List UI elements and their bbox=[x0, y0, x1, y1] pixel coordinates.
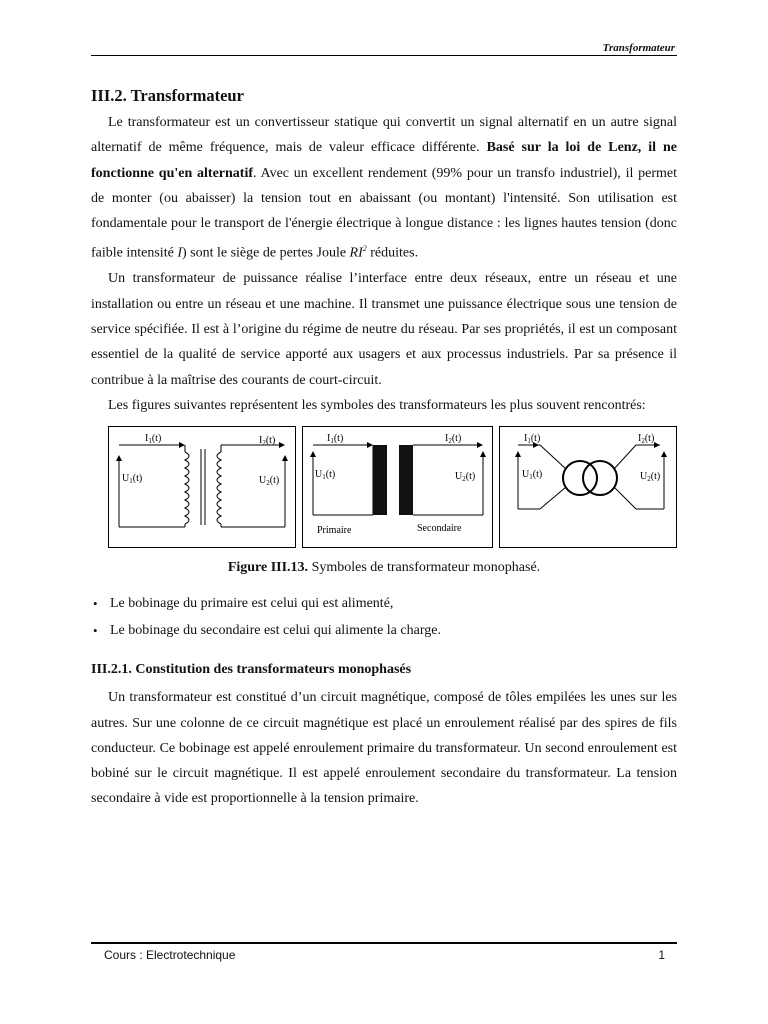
bullet-list bbox=[91, 590, 677, 644]
list-item: • Le bobinage du secondaire est celui qui alimente la charge. bbox=[91, 617, 677, 644]
paragraph-power-transformer: Un transformateur de puissance réalise l’interface entre deux réseaux, entre un réseau et une installation ou entre un réseau et une machine. Il transmet une puissance électrique sous une tension de service spécifiée. Il est à l’origine du régime de neutre du réseau. Par ses propriétés, il est un composant essentiel de la qualité de service apporté aux usagers et aux processus industriels. Par sa présence il contribue à la maîtrise des courants de court-circuit. bbox=[91, 271, 677, 388]
label-i2: $I_2(t)$ bbox=[259, 435, 276, 448]
bullet-icon: • bbox=[93, 596, 98, 612]
label-u1: $U_1(t)$ bbox=[122, 473, 143, 486]
label-secondaire: Secondaire bbox=[417, 523, 462, 535]
coil-transformer-diagram bbox=[109, 427, 295, 547]
page-number: 1 bbox=[658, 948, 665, 962]
figure-caption-number: Figure III.13. bbox=[227, 560, 309, 576]
list-item: • Le bobinage du primaire est celui qui est alimenté, bbox=[91, 590, 677, 617]
p1-text-c: . Avec un excellent rendement (99% pour un transfo industriel), il permet de monter (ou abaisser) la tension tout en abaissant (ou montant) l'intensité. Son utilisation est fondamentale pour le transport de l'énergie électrique à longue distance : les lignes hautes tension (donc faible intensité bbox=[91, 165, 677, 262]
running-header-title: Transformateur bbox=[602, 42, 675, 54]
figure-symbols bbox=[91, 426, 677, 550]
footer-course: Cours : Electrotechnique bbox=[104, 948, 236, 962]
subsection-heading: III.2.1. Constitution des transformateurs monophasés bbox=[91, 662, 412, 678]
figure-panel-circles bbox=[499, 426, 677, 548]
section-heading: III.2. Transformateur bbox=[91, 86, 244, 105]
bullet-icon: • bbox=[93, 623, 98, 639]
label-i1: $I_1(t)$ bbox=[145, 433, 162, 446]
figure-caption-text: Symboles de transformateur monophasé. bbox=[308, 560, 541, 576]
paragraph-constitution: Un transformateur est constitué d’un circuit magnétique, composé de tôles empilées les unes sur les autres. Sur une colonne de ce circuit magnétique est placé un enroulement réalisé par des spires de fils conducteur. Ce bobinage est appelé enroulement primaire du transformateur. Un second enroulement est bobiné sur le circuit magnétique. Il est appelé enroulement secondaire du transformateur. La tension secondaire à vide est proportionnelle à la tension primaire. bbox=[91, 690, 677, 807]
label-u2: $U_2(t)$ bbox=[640, 471, 661, 484]
label-u2: $U_2(t)$ bbox=[259, 475, 280, 488]
label-i2: $I_2(t)$ bbox=[445, 433, 462, 446]
figure-panel-coils bbox=[108, 426, 296, 548]
bar-transformer-diagram bbox=[303, 427, 492, 547]
footer-rule bbox=[91, 942, 677, 944]
p1-text-a: Le transformateur est un convertisseur statique qui convertit un signal alternatif en un autre signal alternatif de même fréquence, mais de valeur efficace différente. bbox=[91, 115, 677, 156]
p1-text-i: I bbox=[177, 246, 182, 262]
circle-transformer-diagram bbox=[500, 427, 676, 547]
label-primaire: Primaire bbox=[317, 525, 352, 537]
label-i1: $I_1(t)$ bbox=[327, 433, 344, 446]
paragraph-figures-intro: Les figures suivantes représentent les symboles des transformateurs les plus souvent rencontrés: bbox=[108, 397, 646, 413]
label-i2: $I_2(t)$ bbox=[638, 433, 655, 446]
p1-text-ri: RI bbox=[349, 246, 363, 262]
label-u1: $U_1(t)$ bbox=[315, 469, 336, 482]
page-content bbox=[91, 82, 677, 812]
figure-panel-bars bbox=[302, 426, 493, 548]
header-rule bbox=[91, 55, 677, 56]
label-i1: $I_1(t)$ bbox=[524, 433, 541, 446]
label-u1: $U_1(t)$ bbox=[522, 469, 543, 482]
figure-caption bbox=[91, 560, 677, 576]
p1-text-sup: 2 bbox=[362, 244, 367, 254]
paragraph-intro bbox=[91, 110, 677, 266]
p1-text-bold: Basé sur la loi de Lenz, il ne fonctionne qu'en alternatif bbox=[91, 140, 677, 181]
p1-text-d: ) sont le siège de pertes Joule bbox=[181, 246, 350, 262]
label-u2: $U_2(t)$ bbox=[455, 471, 476, 484]
p1-text-e: réduites. bbox=[366, 246, 419, 262]
